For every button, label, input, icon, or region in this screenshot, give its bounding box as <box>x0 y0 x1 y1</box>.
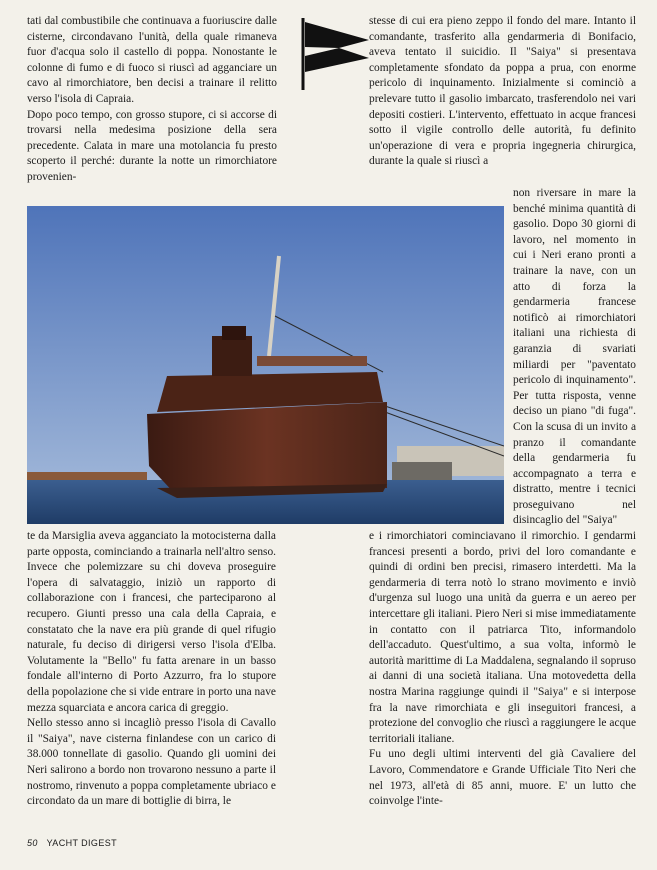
paragraph: Dopo poco tempo, con grosso stupore, ci si accorse di trovarsi nella medesima posizione della sera precedente. Calata in mare una motolancia fu presto scoperto il perché: durante la notte un rimorchiatore provenien- <box>27 108 277 183</box>
article-column-top-left <box>27 14 277 186</box>
paragraph: Fu uno degli ultimi interventi del già Cavaliere del Lavoro, Commendatore e Grande Ufficiale Tito Neri che nel 1973, all'età di 85 anni, muore. E' un lutto che coinvolge l'inte- <box>369 748 636 808</box>
paragraph: tati dal combustibile che continuava a fuoriuscire dalle cisterne, circondavano l'unità, della quale rimaneva fuor d'acqua solo il castello di poppa. Nonostante le colonne di fumo e di fuoco si riuscì ad agganciare un cavo al rimorchiatore, ben decisi a trainare il relitto verso l'isola di Capraia. <box>27 15 277 105</box>
page-footer <box>27 838 117 848</box>
paragraph: Nello stesso anno si incagliò presso l'isola di Cavallo il "Saiya", nave cisterna finlandese con un carico di 38.000 tonnellate di gasolio. Quando gli uomini dei Neri salirono a bordo non trovarono nessuno a parte il nostromo, rinvenuto a poppa completamente ubriaco e circondato da un mare di bottiglie di birra, le <box>27 717 276 808</box>
paragraph: stesse di cui era pieno zeppo il fondo del mare. Intanto il comandante, trasferito alla gendarmeria di Bonifacio, aveva tentato il suicidio. Il "Saiya" si presentava completamente sfondato da poppa a prua, con enorme pericolo di inquinamento. Inizialmente si cominciò a prelevare tutto il gasolio imbarcato, trasferendolo nei vari depositi costieri. L'intervento, effettuato in acque francesi sotto il vigile controllo delle autorità, fu definito un'operazione di vera e propria ingegneria chirurgica, durante la quale si riuscì a <box>369 15 636 168</box>
paragraph: e i rimorchiatori cominciavano il rimorchio. I gendarmi francesi presenti a bordo, privi del loro comandante e quindi di ordini ben precisi, rimasero interdetti. Ma la gendarmeria di terra notò lo strano movimento e inviò d'urgenza sul luogo una unità da guerra e un aereo per intercettare gli italiani. Piero Neri si mise immediatamente in contatto con il patriarca Tito, informandolo dell'accaduto. Quest'ultimo, a sua volta, informò le autorità marittime di La Maddalena, segnalando il sopruso ai danni di una società italiana. Una motovedetta della nostra Marina raggiunge quindi il "Saiya" e si interpose fra la nave rimorchiata e gli inseguitori francesi, a protezione del convoglio che riuscì a raggiungere le acque territoriali italiane. <box>369 530 636 745</box>
article-column-top-right <box>369 14 636 170</box>
ship-photo <box>27 206 504 524</box>
article-column-beside-photo <box>513 186 636 529</box>
article-column-bottom-left <box>27 529 276 810</box>
paragraph: te da Marsiglia aveva agganciato la motocisterna dalla parte opposta, cominciando a trainarla nell'altro senso. Invece che polemizzare su chi doveva proseguire l'opera di salvataggio, iniziò un rapporto di collaborazione con i francesi, che parteciparono al recupero. Giunti presso una cala della Capraia, e constatato che la nave era più grande di quel rifugio naturale, fu deciso di dirigersi verso l'isola d'Elba. Volutamente la "Bello" fu fatta arenare in un basso fondale all'interno di Porto Azzurro, fra lo stupore della popolazione che si vide entrare in porto una nave mezza squarciata e ancora carica di greggio. <box>27 530 276 714</box>
flag-icon <box>295 14 377 92</box>
page-number: 50 <box>27 838 38 848</box>
paragraph: non riversare in mare la benché minima quantità di gasolio. Dopo 30 giorni di lavoro, nel momento in cui i Neri erano pronti a trainare la nave, con un atto di forza la gendarmeria francese notificò ai rimorchiatori italiani una richiesta di garanzia di svariati miliardi per "paventato pericolo di inquinamento". Per tutta risposta, venne deciso un piano "di fuga". Con la scusa di un invito a pranzo il comandante della gendarmeria fu accompagnato a terra e distratto, mentre i tecnici proseguivano nel disincaglio del "Saiya" <box>513 187 636 527</box>
magazine-name: YACHT DIGEST <box>46 838 118 848</box>
article-column-bottom-right <box>369 529 636 810</box>
